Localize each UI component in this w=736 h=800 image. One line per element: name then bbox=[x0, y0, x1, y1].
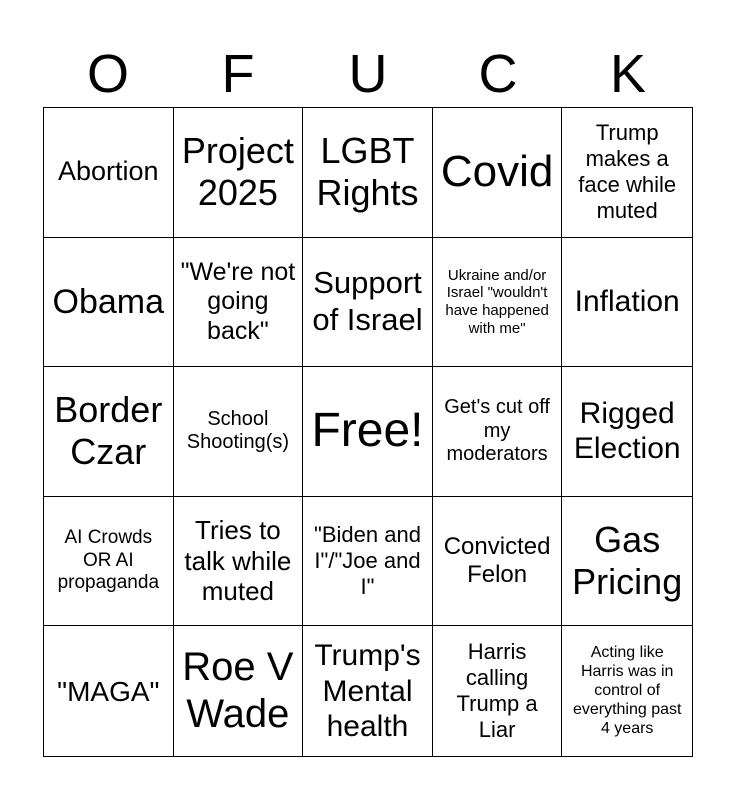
bingo-cell-text: Roe V Wade bbox=[182, 645, 294, 737]
header-letter-1: O bbox=[86, 44, 129, 104]
header-letter-3: U bbox=[348, 44, 388, 104]
bingo-cell[interactable] bbox=[562, 238, 692, 368]
bingo-cell-text: Convicted Felon bbox=[443, 532, 551, 589]
bingo-cell-text: LGBT Rights bbox=[316, 129, 419, 214]
bingo-cell[interactable] bbox=[562, 367, 692, 497]
bingo-cell-text: Rigged Election bbox=[573, 397, 681, 466]
bingo-cell-text: Covid bbox=[440, 147, 554, 197]
bingo-cell[interactable] bbox=[44, 367, 174, 497]
bingo-cell-text: Border Czar bbox=[54, 389, 163, 473]
bingo-cell[interactable] bbox=[562, 497, 692, 627]
bingo-cell-text: Harris calling Trump a Liar bbox=[456, 639, 538, 743]
bingo-cell[interactable] bbox=[44, 108, 174, 238]
free-space-text: Free! bbox=[311, 404, 424, 458]
bingo-cell-text: Ukraine and/or Israel "wouldn't have happened with me" bbox=[445, 266, 549, 337]
bingo-cell[interactable] bbox=[303, 497, 433, 627]
bingo-cell-text: "We're not going back" bbox=[180, 257, 296, 345]
bingo-cell[interactable] bbox=[562, 108, 692, 238]
bingo-cell[interactable] bbox=[303, 108, 433, 238]
bingo-cell[interactable] bbox=[433, 238, 563, 368]
bingo-cell-text: AI Crowds OR AI propaganda bbox=[57, 527, 160, 594]
bingo-board bbox=[43, 107, 693, 757]
bingo-cell-text: "MAGA" bbox=[57, 675, 160, 707]
header-letter-5: K bbox=[609, 44, 647, 104]
bingo-cell[interactable] bbox=[44, 238, 174, 368]
bingo-cell-text: Obama bbox=[52, 282, 165, 321]
bingo-header bbox=[43, 40, 693, 108]
bingo-cell-text: Abortion bbox=[58, 156, 159, 187]
bingo-cell[interactable] bbox=[174, 238, 304, 368]
header-letter-2: F bbox=[221, 44, 255, 104]
bingo-cell[interactable] bbox=[174, 108, 304, 238]
bingo-cell-text: Gas Pricing bbox=[572, 518, 683, 603]
bingo-cell-text: Project 2025 bbox=[181, 129, 294, 214]
bingo-cell-text: Trump's Mental health bbox=[314, 639, 421, 743]
bingo-cell-text: Support of Israel bbox=[312, 265, 423, 337]
bingo-cell[interactable] bbox=[433, 367, 563, 497]
bingo-cell-text: School Shooting(s) bbox=[186, 407, 290, 454]
bingo-cell[interactable] bbox=[174, 626, 304, 756]
bingo-cell[interactable] bbox=[44, 626, 174, 756]
bingo-cell[interactable] bbox=[303, 238, 433, 368]
bingo-cell[interactable] bbox=[433, 626, 563, 756]
bingo-cell[interactable] bbox=[174, 367, 304, 497]
bingo-cell-text: Trump makes a face while muted bbox=[578, 120, 677, 224]
bingo-cell-text: Get's cut off my moderators bbox=[444, 396, 550, 466]
free-space-cell[interactable] bbox=[303, 367, 433, 497]
bingo-cell-text: Acting like Harris was in control of everything past 4 years bbox=[572, 644, 682, 737]
bingo-cell[interactable] bbox=[174, 497, 304, 627]
bingo-cell[interactable] bbox=[562, 626, 692, 756]
bingo-cell[interactable] bbox=[433, 497, 563, 627]
bingo-cell-text: "Biden and I"/"Joe and I" bbox=[314, 522, 421, 600]
bingo-cell[interactable] bbox=[433, 108, 563, 238]
bingo-cell[interactable] bbox=[303, 626, 433, 756]
header-letter-4: C bbox=[478, 44, 518, 104]
bingo-cell-text: Tries to talk while muted bbox=[184, 515, 292, 607]
bingo-cell-text: Inflation bbox=[574, 285, 680, 319]
bingo-cell[interactable] bbox=[44, 497, 174, 627]
